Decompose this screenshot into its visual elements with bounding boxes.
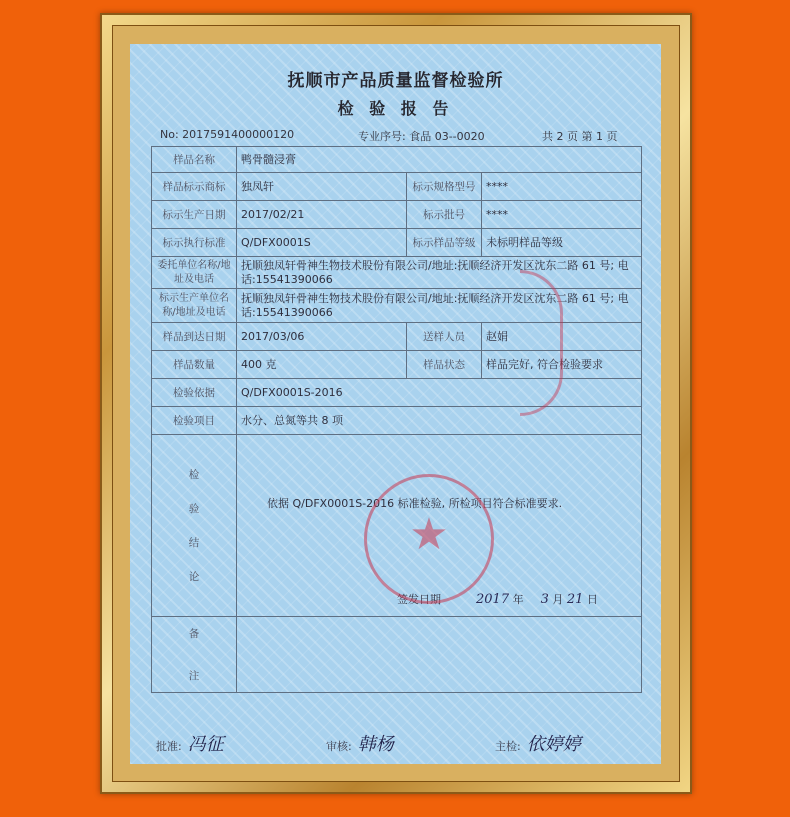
conclusion-label-char: 检 [188, 468, 200, 481]
standard-label: 标示执行标准 [152, 229, 237, 257]
brand-value: 独凤轩 [237, 173, 407, 201]
sample-name-label: 样品名称 [152, 147, 237, 173]
producer-label: 标示生产单位名称/地址及电话 [152, 289, 237, 323]
batch-no-label: 标示批号 [407, 201, 482, 229]
issue-year: 2017 [476, 592, 510, 607]
institute-title: 抚顺市产品质量监督检验所 [287, 71, 504, 91]
production-date-label: 标示生产日期 [152, 201, 237, 229]
remarks-label [152, 617, 237, 693]
conclusion-label [152, 435, 237, 617]
issue-year-unit: 年 [512, 593, 524, 606]
sample-name-value: 鸭骨髓浸膏 [237, 147, 642, 173]
batch-no-value: **** [482, 201, 642, 229]
sender-label: 送样人员 [407, 323, 482, 351]
issue-month: 3 [540, 592, 549, 607]
table-row [152, 435, 642, 617]
items-label: 检验项目 [152, 407, 237, 435]
spec-model-label: 标示规格型号 [407, 173, 482, 201]
client-value: 抚顺独凤轩骨神生物技术股份有限公司/地址:抚顺经济开发区沈东二路 61 号; 电话:15541390066 [237, 257, 642, 289]
brand-label: 样品标示商标 [152, 173, 237, 201]
issue-day: 21 [566, 592, 584, 607]
basis-value: Q/DFX0001S-2016 [237, 379, 642, 407]
issue-date [397, 593, 598, 607]
conclusion-label-char: 验 [188, 502, 200, 515]
seal-star-icon: ★ [409, 509, 449, 560]
table-row [152, 351, 642, 379]
approve-signature [156, 730, 224, 756]
inspection-report-paper [130, 44, 661, 764]
sender-value: 赵娟 [482, 323, 642, 351]
spec-model-value: **** [482, 173, 642, 201]
professional-number: 专业序号: 食品 03--0020 [358, 130, 485, 143]
main-sig: 依婷婷 [526, 734, 581, 755]
conclusion-label-char: 结 [188, 536, 200, 549]
table-row [152, 407, 642, 435]
main-label: 主检: [495, 740, 521, 753]
table-row [152, 289, 642, 323]
table-row [152, 147, 642, 173]
table-row [152, 323, 642, 351]
approve-sig: 冯征 [187, 734, 224, 755]
production-date-value: 2017/02/21 [237, 201, 407, 229]
review-signature [326, 730, 394, 756]
producer-value: 抚顺独凤轩骨神生物技术股份有限公司/地址:抚顺经济开发区沈东二路 61 号; 电话:15541390066 [237, 289, 642, 323]
standard-value: Q/DFX0001S [237, 229, 407, 257]
review-sig: 韩杨 [357, 734, 394, 755]
table-row [152, 257, 642, 289]
sample-state-value: 样品完好, 符合检验要求 [482, 351, 642, 379]
remarks-label-char: 注 [188, 669, 200, 682]
issue-day-unit: 日 [586, 593, 598, 606]
report-title: 检 验 报 告 [337, 99, 454, 118]
approve-label: 批准: [156, 740, 182, 753]
report-table [151, 146, 642, 693]
table-row [152, 173, 642, 201]
grade-value: 未标明样品等级 [482, 229, 642, 257]
table-row [152, 229, 642, 257]
conclusion-label-char: 论 [188, 570, 200, 583]
review-label: 审核: [326, 740, 352, 753]
page-count: 共 2 页 第 1 页 [542, 130, 618, 143]
issue-date-label: 签发日期 [397, 593, 441, 606]
table-row [152, 379, 642, 407]
arrival-date-value: 2017/03/06 [237, 323, 407, 351]
main-inspector-signature [495, 730, 581, 756]
quantity-label: 样品数量 [152, 351, 237, 379]
sample-state-label: 样品状态 [407, 351, 482, 379]
items-value: 水分、总氮等共 8 项 [237, 407, 642, 435]
table-row [152, 617, 642, 693]
remarks-value [237, 617, 642, 693]
conclusion-text: 依据 Q/DFX0001S-2016 标准检验, 所检项目符合标准要求. [267, 497, 563, 510]
issue-month-unit: 月 [552, 593, 564, 606]
client-label: 委托单位名称/地址及电话 [152, 257, 237, 289]
quantity-value: 400 克 [237, 351, 407, 379]
remarks-label-char: 备 [188, 627, 200, 640]
arrival-date-label: 样品到达日期 [152, 323, 237, 351]
basis-label: 检验依据 [152, 379, 237, 407]
grade-label: 标示样品等级 [407, 229, 482, 257]
table-row [152, 201, 642, 229]
report-number: No: 2017591400000120 [160, 128, 295, 141]
conclusion-cell [237, 435, 642, 617]
